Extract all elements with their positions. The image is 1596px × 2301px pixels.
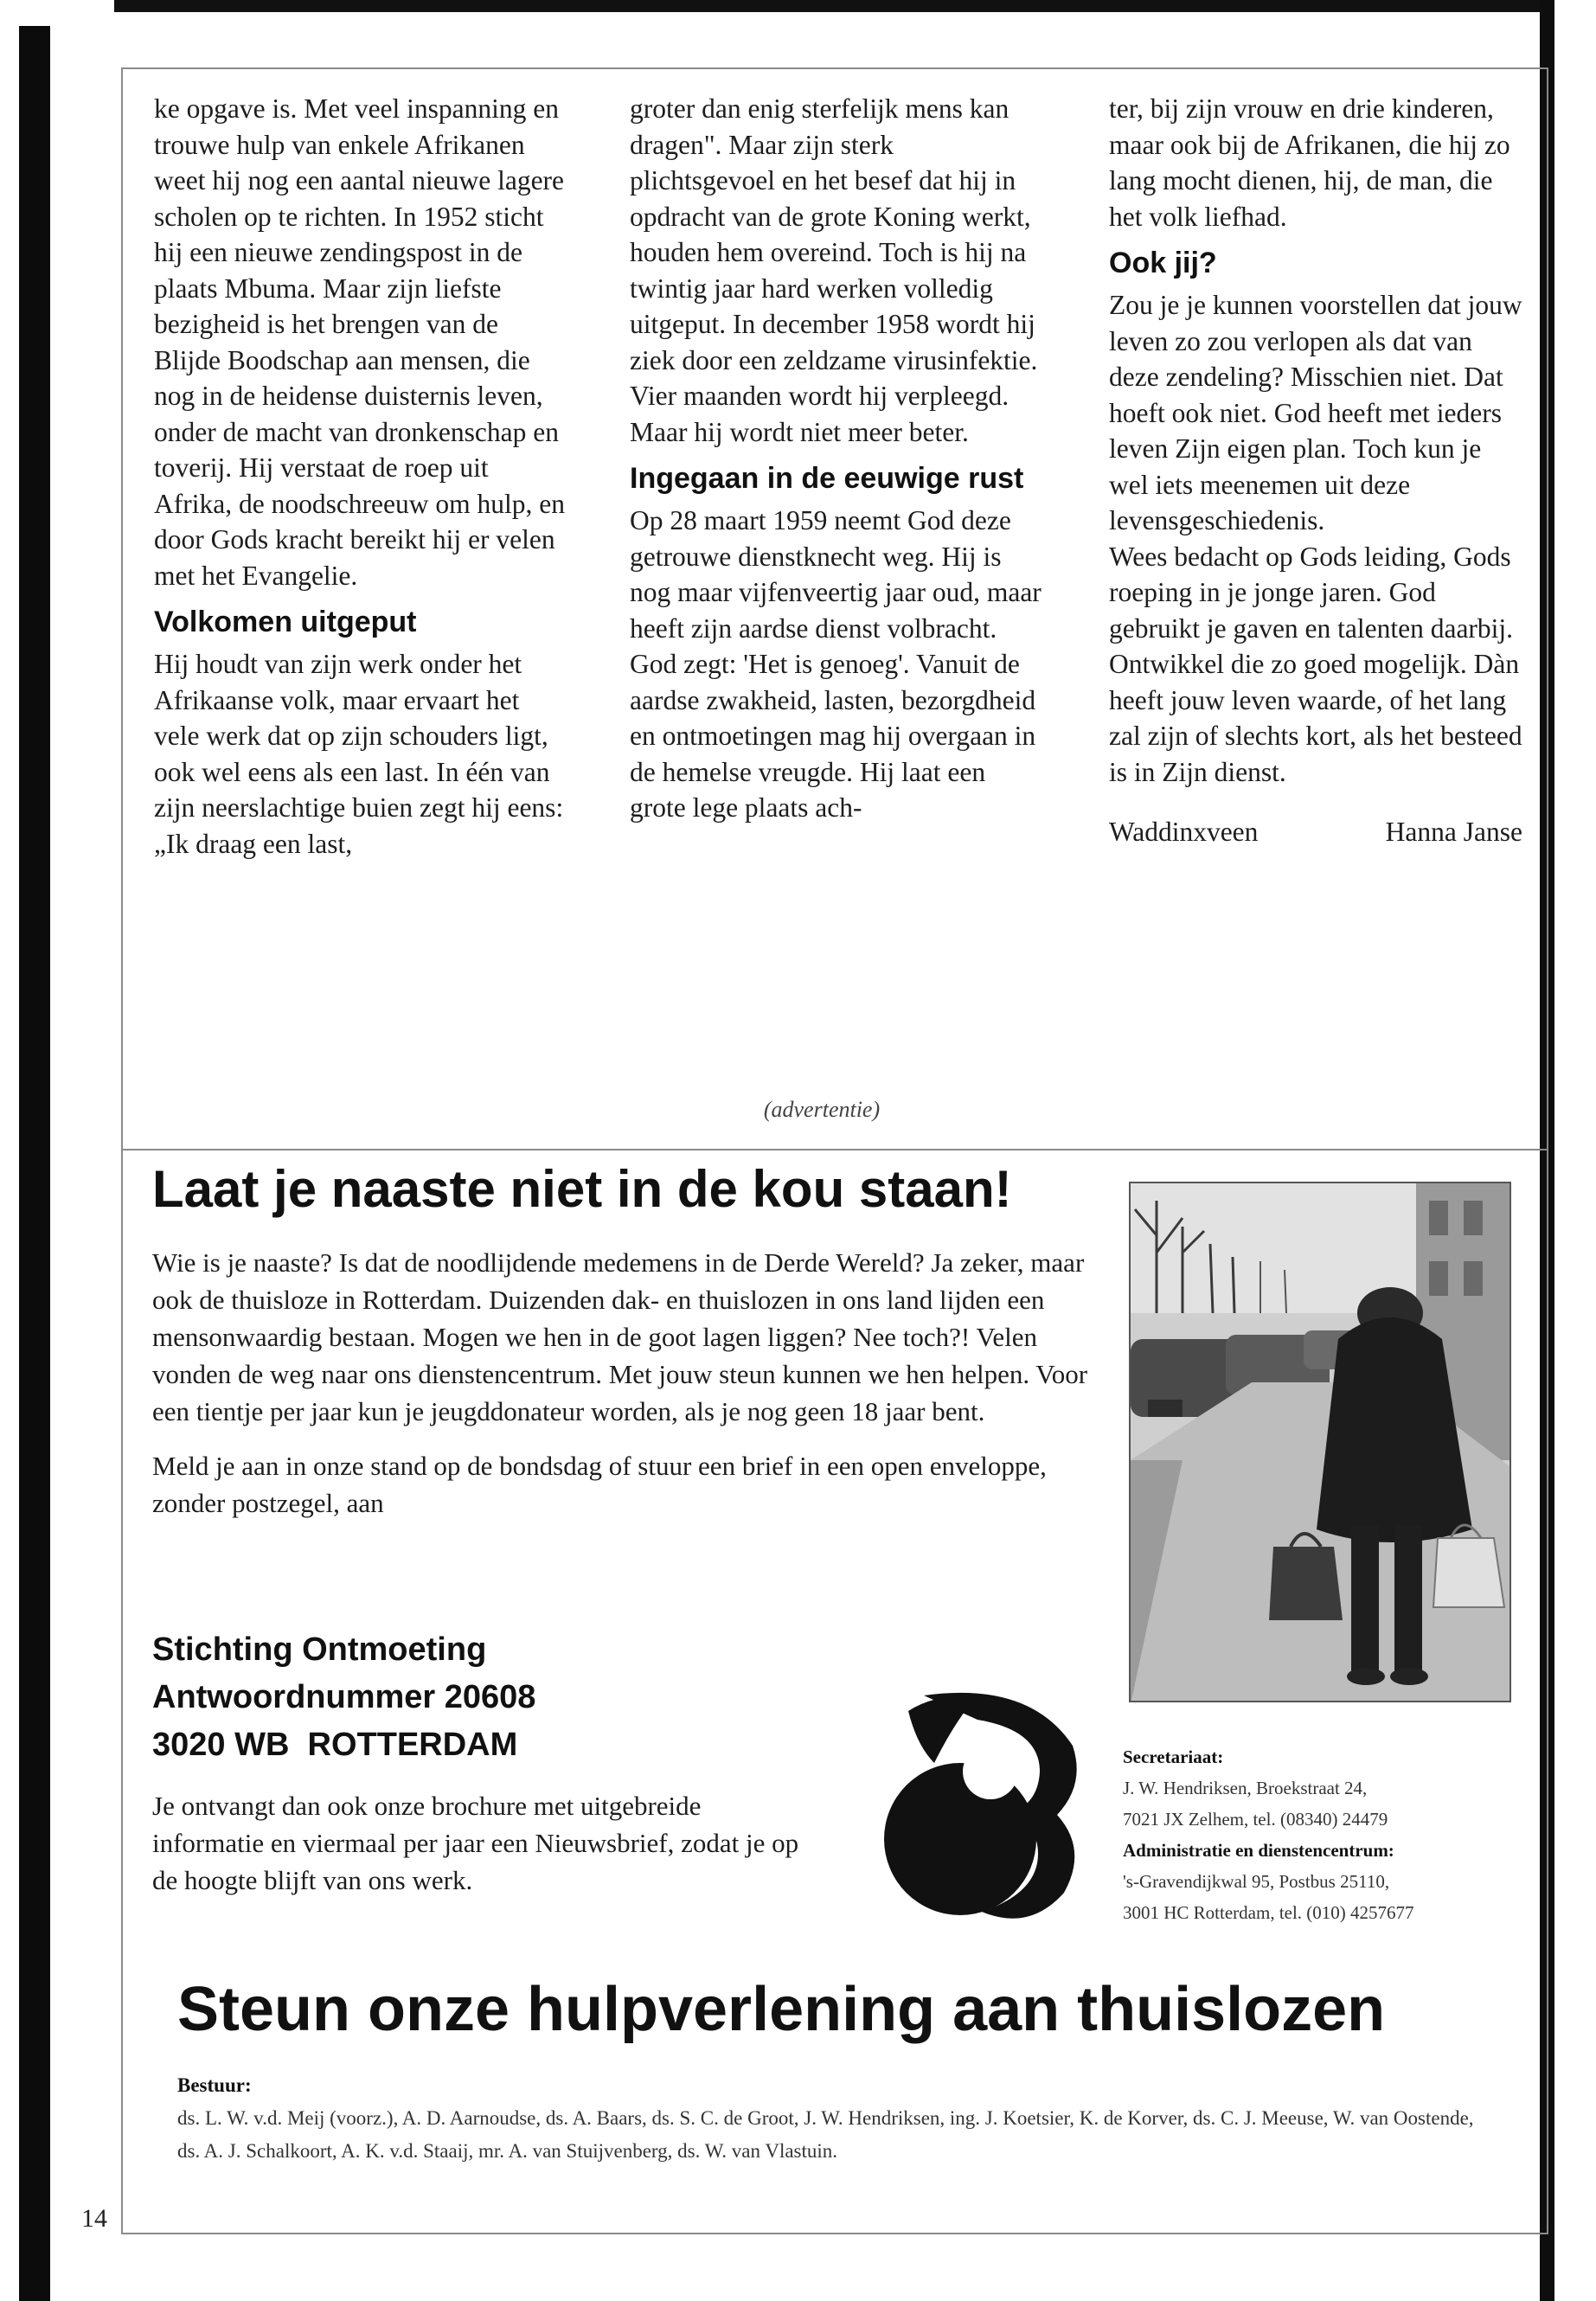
scan-border-top-gap	[19, 0, 114, 26]
contact-line: 7021 JX Zelhem, tel. (08340) 24479	[1123, 1809, 1388, 1830]
stichting-ontmoeting-logo	[856, 1685, 1090, 1923]
section-heading: Volkomen uitgeput	[154, 606, 417, 638]
contact-info	[1123, 1741, 1538, 1928]
administratie-label: Administratie en dienstencentrum:	[1123, 1840, 1394, 1861]
reply-address	[152, 1626, 535, 1769]
ad-paragraph: Meld je aan in onze stand op de bondsdag of stuur een brief in een open enveloppe, zonder postzegel, aan	[152, 1451, 1047, 1518]
article-paragraph: ke opgave is. Met veel inspanning en trouwe hulp van enkele Afrikanen weet hij nog een aantal nieuwe lagere scholen op te richten. In 1952 sticht hij een nieuwe zendingspost in de plaats Mbuma. Maar zijn liefste bezigheid is het brengen van de Blijde Boodschap aan mensen, die nog in de heidense duisternis leven, onder de macht van dronkenschap en toverij. Hij verstaat de roep uit Afrika, de noodschreeuw om hulp, en door Gods kracht bereikt hij er velen met het Evangelie.	[154, 93, 565, 591]
article-paragraph: Hij houdt van zijn werk onder het Afrikaanse volk, maar ervaart het vele werk dat op zijn schouders ligt, ook wel eens als een last. In één van zijn neerslachtige buien zegt hij eens: „Ik draag een last,	[154, 649, 564, 859]
ad-slogan: Steun onze hulpverlening aan thuislozen	[177, 1975, 1386, 2044]
article-column-3	[1109, 91, 1522, 850]
ad-paragraph: Wie is je naaste? Is dat de noodlijdende medemens in de Derde Wereld? Ja zeker, maar ook de thuisloze in Rotterdam. Duizenden dak- en thuislozen in ons land lijden een mensonwaardig bestaan. Mogen we hen in de goot lagen liggen? Nee toch?! Velen vonden de weg naar ons dienstencentrum. Met jouw steun kunnen we hen helpen. Voor een tientje per jaar kun je jeugddonateur worden, als je nog geen 18 jaar bent.	[152, 1247, 1088, 1426]
article-paragraph: Zou je je kunnen voorstellen dat jouw leven zo zou verlopen als dat van deze zendeling? Misschien niet. Dat hoeft ook niet. God heeft met ieders leven Zijn eigen plan. Toch kun je wel iets meenemen uit deze levensgeschiedenis.	[1109, 290, 1522, 535]
article-paragraph: Wees bedacht op Gods leiding, Gods roeping in je jonge jaren. God gebruikt je gaven en talenten daarbij. Ontwikkel die zo goed mogelijk. Dàn heeft jouw leven waarde, of het lang zal zijn of slechts kort, als het besteed is in Zijn dienst.	[1109, 541, 1522, 787]
ad-body	[152, 1244, 1104, 1539]
scan-border-left	[19, 0, 50, 2301]
address-line: Antwoordnummer 20608	[152, 1679, 536, 1715]
page-number: 14	[81, 2204, 107, 2233]
article-column-2	[630, 91, 1043, 826]
scan-border-top	[19, 0, 1554, 12]
advertisement-label: (advertentie)	[763, 1097, 881, 1122]
signature-place: Waddinxveen	[1109, 817, 1259, 847]
homeless-person-photo	[1129, 1182, 1511, 1702]
section-heading: Ingegaan in de eeuwige rust	[630, 462, 1024, 495]
signature-author: Hanna Janse	[1385, 817, 1522, 847]
bestuur-label: Bestuur:	[177, 2074, 252, 2096]
article-paragraph: groter dan enig sterfelijk mens kan dragen". Maar zijn sterk plichtsgevoel en het besef dat hij in opdracht van de grote Koning werkt, houden hem overeind. Toch is hij na twintig jaar hard werken volledig uitgeput. In december 1958 wordt hij ziek door een zeldzame virusinfektie. Vier maanden wordt hij verpleegd. Maar hij wordt niet meer beter.	[630, 93, 1038, 447]
street-scene-image	[1131, 1183, 1511, 1702]
secretariaat-label: Secretariaat:	[1123, 1747, 1224, 1767]
article-paragraph: Op 28 maart 1959 neemt God deze getrouwe dienstknecht weg. Hij is nog maar vijfenveertig jaar oud, maar heeft zijn aardse dienst volbracht. God zegt: 'Het is genoeg'. Vanuit de aardse zwakheid, lasten, bezorgdheid en ontmoetingen mag hij overgaan in de hemelse vreugde. Hij laat een grote lege plaats ach-	[630, 505, 1042, 823]
article-signature	[1109, 814, 1522, 850]
contact-line: 3001 HC Rotterdam, tel. (010) 4257677	[1123, 1902, 1414, 1923]
board-members	[177, 2069, 1492, 2168]
board-members-list: ds. L. W. v.d. Meij (voorz.), A. D. Aarnoudse, ds. A. Baars, ds. S. C. de Groot, J. W. Hendriksen, ing. J. Koetsier, K. de Korver, ds. C. J. Meeuse, W. van Oostende, ds. A. J. Schalkoort, A. K. v.d. Staaij, mr. A. van Stuijvenberg, ds. W. van Vlastuin.	[177, 2107, 1474, 2162]
contact-line: 's-Gravendijkwal 95, Postbus 25110,	[1123, 1871, 1390, 1892]
address-line: 3020 WB ROTTERDAM	[152, 1727, 518, 1763]
address-line: Stichting Ontmoeting	[152, 1631, 487, 1668]
contact-line: J. W. Hendriksen, Broekstraat 24,	[1123, 1778, 1368, 1798]
section-heading: Ook jij?	[1109, 247, 1217, 279]
ad-headline: Laat je naaste niet in de kou staan!	[152, 1160, 1012, 1218]
article-paragraph: ter, bij zijn vrouw en drie kinderen, maar ook bij de Afrikanen, die hij zo lang mocht dienen, hij, de man, die het volk liefhad.	[1109, 93, 1510, 232]
logo-graphic	[856, 1685, 1090, 1923]
article-column-1	[154, 91, 567, 862]
brochure-paragraph: Je ontvangt dan ook onze brochure met uitgebreide informatie en viermaal per jaar een Nieuwsbrief, zodat je op de hoogte blijft van ons werk.	[152, 1791, 799, 1895]
